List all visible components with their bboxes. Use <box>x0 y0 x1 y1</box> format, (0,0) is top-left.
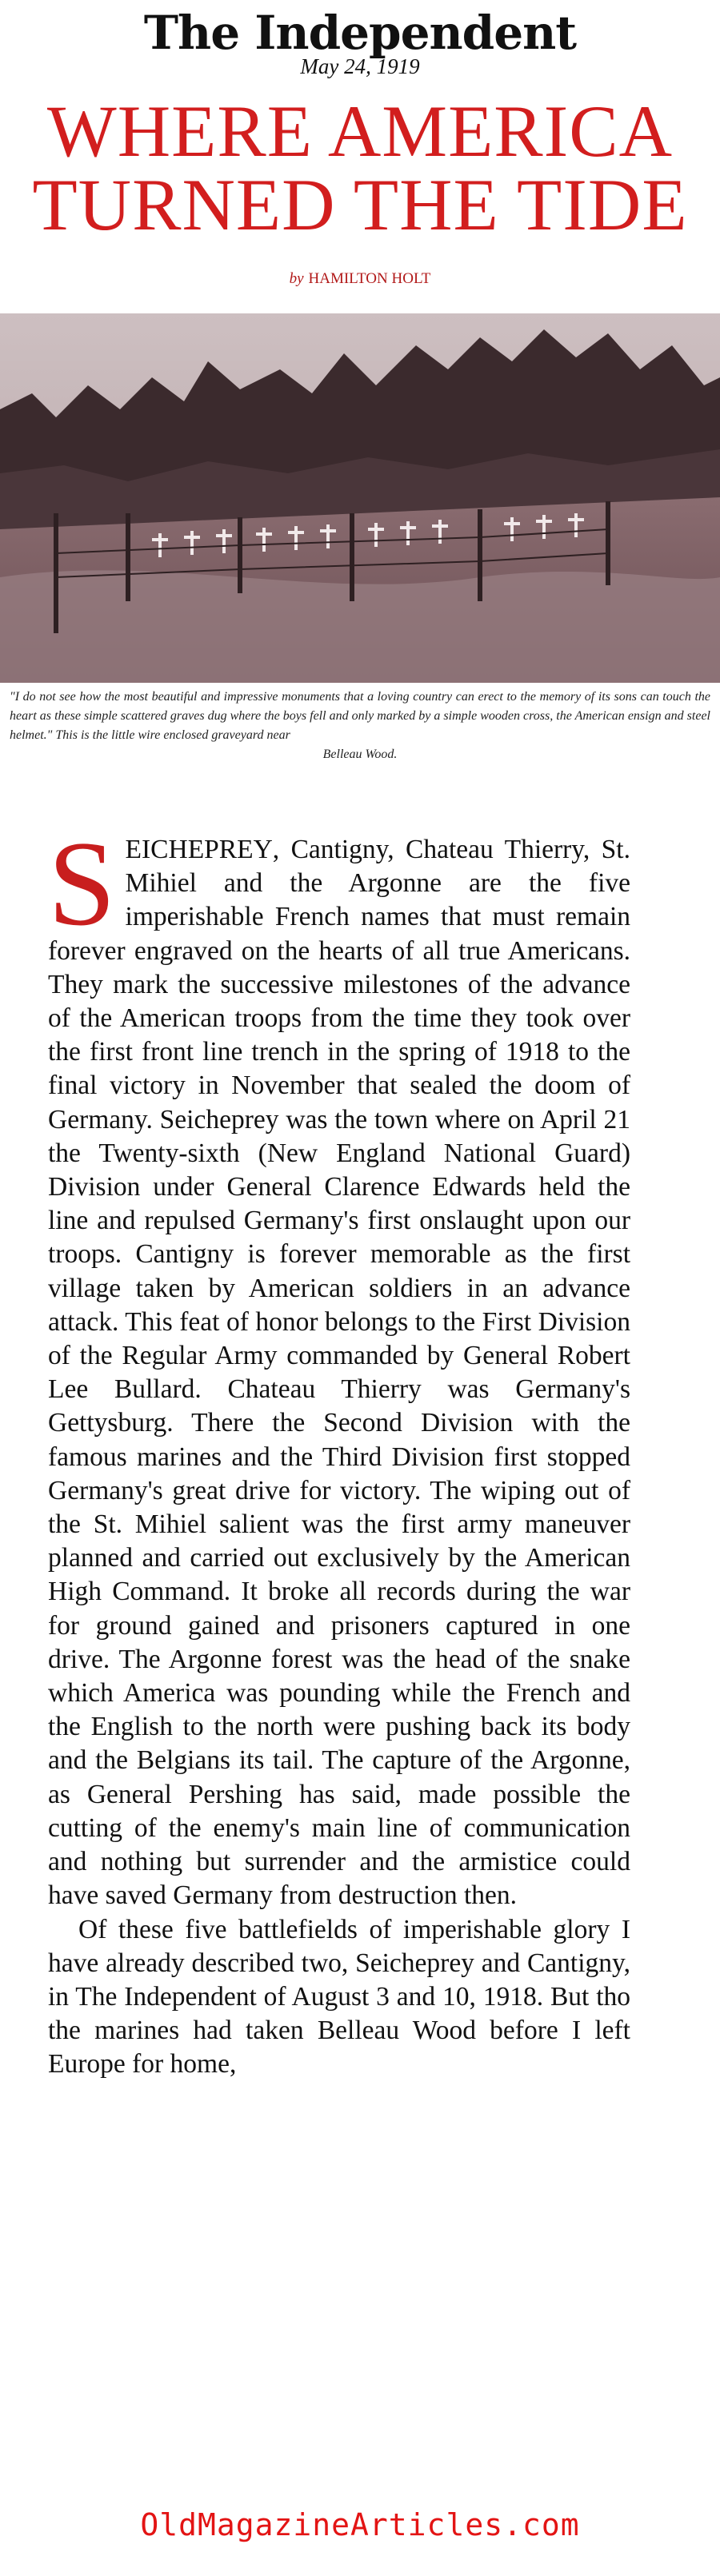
masthead <box>0 8 720 78</box>
graveyard-photo-drawing <box>0 313 720 683</box>
headline-line-2: TURNED THE TIDE <box>32 164 688 245</box>
paragraph-2: Of these five battlefields of imperishable glory I have already described two, Seicheprey and Cantigny, in The Independent of August 3 and 10, 1918. But tho the marines had taken Belleau Wood before I left Europe for home, <box>48 1914 630 2080</box>
paragraph-1-text: , Cantigny, Chateau Thierry, St. Mihiel and the Argonne are the five imperishable French names that must remain forever engraved on the hearts of all true Americans. They mark the successive milestones of the advance of the American troops from the time they took over the first front line trench in the spring of 1918 to the final victory in November that sealed the doom of Germany. Seicheprey was the town where on April 21 the Twenty-sixth (New England National Guard) Division under General Clarence Edwards held the line and repulsed Germany's first onslaught upon our troops. Cantigny is forever memorable as the first village taken by American soldiers in an advance attack. This feat of honor belongs to the First Division of the Regular Army commanded by General Robert Lee Bullard. Chateau Thierry was Germany's Gettysburg. There the Second Division with the famous marines and the Third Division first stopped Germany's great drive for victory. The wiping out of the St. Mihiel salient was the first army maneuver planned and carried out exclusively by the American High Command. It broke all records during the war for ground gained and prisoners captured in one drive. The Argonne forest was the head of the snake which America was pounding while the French and the English to the north were pushing back its body and the Belgians its tail. The capture of the Argonne, as General Pershing has said, made possible the cutting of the enemy's main line of communication and nothing but surrender and the armistice could have saved Germany from destruction then. <box>48 835 630 1911</box>
photo-caption <box>10 688 710 764</box>
byline <box>0 270 720 288</box>
site-watermark: OldMagazineArticles.com <box>140 2507 580 2542</box>
graveyard-photo <box>0 313 720 683</box>
caption-text: "I do not see how the most beautiful and impressive monuments that a loving country can erect to the memory of its sons can touch the heart as these simple scattered graves dug where the boys fell and only marked by a simple wooden cross, the American ensign and steel helmet." This is the little wire enclosed graveyard near <box>10 690 710 742</box>
caption-place: Belleau Wood. <box>322 748 398 761</box>
headline-line-1: WHERE AMERICA <box>46 90 674 172</box>
paragraph-1 <box>48 816 630 1913</box>
lead-word: EICHEPREY <box>125 835 273 864</box>
article-body <box>48 816 630 2082</box>
byline-author: HAMILTON HOLT <box>308 270 431 287</box>
byline-prefix: by <box>289 270 304 287</box>
issue-date: May 24, 1919 <box>300 54 420 78</box>
magazine-title: The Independent <box>143 6 577 60</box>
article-headline <box>0 90 720 245</box>
drop-cap: S <box>48 816 116 951</box>
